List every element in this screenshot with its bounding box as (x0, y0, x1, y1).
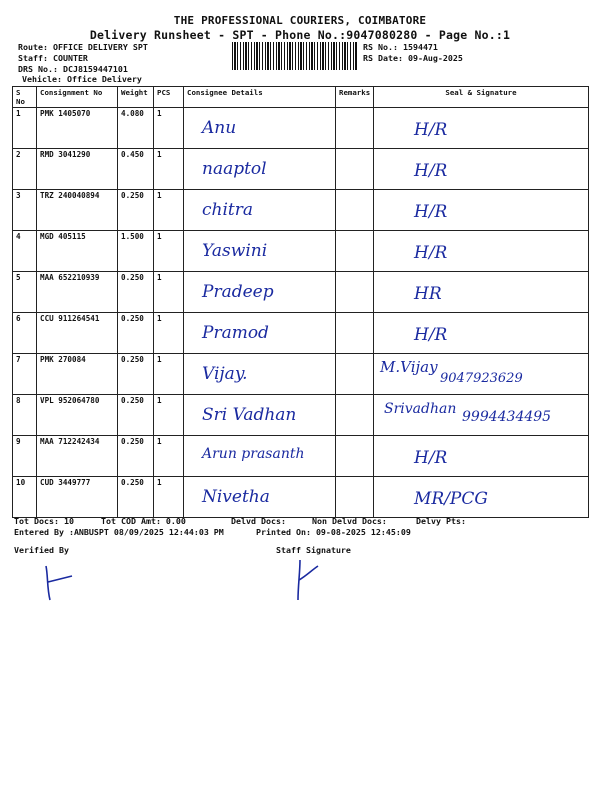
signature-cell (374, 231, 589, 272)
weight-cell: 0.250 (118, 395, 154, 436)
table-header-row (13, 87, 589, 108)
sno-cell: 1 (13, 108, 37, 149)
pcs-cell: 1 (154, 108, 184, 149)
table-row (13, 313, 589, 354)
consignee-cell (184, 477, 336, 518)
weight-cell: 0.250 (118, 477, 154, 518)
verified-by-label: Verified By (14, 545, 69, 555)
pcs-cell: 1 (154, 313, 184, 354)
staff-label: Staff: COUNTER (18, 53, 88, 63)
consignment-cell: MAA 652210939 (37, 272, 118, 313)
consignee-cell (184, 231, 336, 272)
consignee-cell (184, 313, 336, 354)
weight-cell: 0.450 (118, 149, 154, 190)
total-cod-amount: Tot COD Amt: 0.00 (101, 516, 186, 526)
phone-handwriting: 9047923629 (440, 371, 523, 386)
weight-cell: 0.250 (118, 313, 154, 354)
col-header-sno: S No (13, 87, 37, 108)
col-header-weight: Weight (118, 87, 154, 108)
runsheet-table (12, 86, 589, 518)
consignee-handwriting: Vijay. (202, 364, 248, 384)
remarks-cell (336, 108, 374, 149)
consignment-cell: VPL 952064780 (37, 395, 118, 436)
remarks-cell (336, 149, 374, 190)
non-delivered-docs: Non Delvd Docs: (312, 516, 387, 526)
entered-by: Entered By :ANBUSPT 08/09/2025 12:44:03 PM (14, 527, 224, 537)
sno-cell: 3 (13, 190, 37, 231)
col-header-consignment: Consignment No (37, 87, 118, 108)
consignment-cell: CCU 911264541 (37, 313, 118, 354)
sno-cell: 7 (13, 354, 37, 395)
consignee-cell (184, 272, 336, 313)
signature-handwriting: H/R (414, 120, 448, 140)
signature-handwriting: H/R (414, 161, 448, 181)
runsheet-subtitle: Delivery Runsheet - SPT - Phone No.:9047080280 - Page No.:1 (89, 28, 511, 42)
consignee-handwriting: Sri Vadhan (202, 405, 297, 425)
consignment-cell: PMK 270084 (37, 354, 118, 395)
remarks-cell (336, 477, 374, 518)
signature-cell (374, 477, 589, 518)
rs-date: RS Date: 09-Aug-2025 (363, 53, 463, 63)
total-docs: Tot Docs: 10 (14, 516, 74, 526)
weight-cell: 0.250 (118, 354, 154, 395)
consignee-cell (184, 354, 336, 395)
signature-cell (374, 354, 589, 395)
consignee-handwriting: Nivetha (202, 487, 270, 507)
signature-cell (374, 149, 589, 190)
sno-cell: 8 (13, 395, 37, 436)
sno-cell: 4 (13, 231, 37, 272)
pcs-cell: 1 (154, 231, 184, 272)
col-header-signature: Seal & Signature (374, 87, 589, 108)
delivery-points: Delvy Pts: (416, 516, 466, 526)
remarks-cell (336, 395, 374, 436)
remarks-cell (336, 231, 374, 272)
pcs-cell: 1 (154, 436, 184, 477)
signature-handwriting: HR (414, 284, 442, 304)
table-row (13, 149, 589, 190)
table-row (13, 231, 589, 272)
consignee-handwriting: Pradeep (202, 282, 274, 302)
sno-cell: 9 (13, 436, 37, 477)
col-header-remarks: Remarks (336, 87, 374, 108)
signature-handwriting: H/R (414, 325, 448, 345)
consignee-handwriting: Anu (202, 118, 237, 138)
weight-cell: 0.250 (118, 436, 154, 477)
signature-handwriting: M.Vijay (380, 358, 438, 376)
table-row (13, 272, 589, 313)
signature-cell (374, 313, 589, 354)
table-row (13, 190, 589, 231)
col-header-consignee: Consignee Details (184, 87, 336, 108)
table-row (13, 354, 589, 395)
sno-cell: 2 (13, 149, 37, 190)
signature-handwriting: H/R (414, 243, 448, 263)
sno-cell: 5 (13, 272, 37, 313)
pcs-cell: 1 (154, 149, 184, 190)
consignment-cell: MGD 405115 (37, 231, 118, 272)
consignee-cell (184, 149, 336, 190)
drs-label: DRS No.: DCJ8159447101 (18, 64, 128, 74)
staff-signature-label: Staff Signature (276, 545, 351, 555)
weight-cell: 0.250 (118, 272, 154, 313)
vehicle-label: Vehicle: Office Delivery (22, 74, 142, 84)
consignment-cell: RMD 3041290 (37, 149, 118, 190)
signature-cell (374, 272, 589, 313)
consignee-handwriting: naaptol (202, 159, 267, 179)
consignment-cell: PMK 1405070 (37, 108, 118, 149)
consignee-cell (184, 436, 336, 477)
printed-on: Printed On: 09-08-2025 12:45:09 (256, 527, 411, 537)
table-row (13, 108, 589, 149)
consignment-cell: CUD 3449777 (37, 477, 118, 518)
verifier-signature-mark (38, 562, 78, 604)
consignment-cell: TRZ 240040894 (37, 190, 118, 231)
signature-cell (374, 108, 589, 149)
phone-handwriting: 9994434495 (462, 409, 552, 425)
signature-handwriting: Srivadhan (384, 401, 457, 417)
consignee-cell (184, 395, 336, 436)
pcs-cell: 1 (154, 477, 184, 518)
consignee-cell (184, 108, 336, 149)
rs-number: RS No.: 1594471 (363, 42, 438, 52)
table-row (13, 436, 589, 477)
pcs-cell: 1 (154, 354, 184, 395)
barcode (232, 42, 358, 70)
sno-cell: 10 (13, 477, 37, 518)
remarks-cell (336, 313, 374, 354)
signature-cell (374, 190, 589, 231)
pcs-cell: 1 (154, 272, 184, 313)
signature-handwriting: H/R (414, 448, 448, 468)
consignee-handwriting: Arun prasanth (202, 446, 305, 462)
consignee-handwriting: Pramod (202, 323, 269, 343)
signature-handwriting: H/R (414, 202, 448, 222)
col-header-pcs: PCS (154, 87, 184, 108)
table-row (13, 395, 589, 436)
remarks-cell (336, 354, 374, 395)
remarks-cell (336, 436, 374, 477)
delivered-docs: Delvd Docs: (231, 516, 286, 526)
pcs-cell: 1 (154, 190, 184, 231)
staff-signature-mark (290, 556, 326, 604)
signature-cell (374, 436, 589, 477)
sno-cell: 6 (13, 313, 37, 354)
weight-cell: 4.080 (118, 108, 154, 149)
consignee-handwriting: chitra (202, 200, 253, 220)
consignment-cell: MAA 712242434 (37, 436, 118, 477)
signature-handwriting: MR/PCG (414, 489, 488, 509)
consignee-handwriting: Yaswini (202, 241, 268, 261)
signature-cell (374, 395, 589, 436)
company-title: THE PROFESSIONAL COURIERS, COIMBATORE (173, 14, 427, 27)
remarks-cell (336, 272, 374, 313)
pcs-cell: 1 (154, 395, 184, 436)
consignee-cell (184, 190, 336, 231)
weight-cell: 0.250 (118, 190, 154, 231)
weight-cell: 1.500 (118, 231, 154, 272)
route-label: Route: OFFICE DELIVERY SPT (18, 42, 148, 52)
remarks-cell (336, 190, 374, 231)
table-row (13, 477, 589, 518)
